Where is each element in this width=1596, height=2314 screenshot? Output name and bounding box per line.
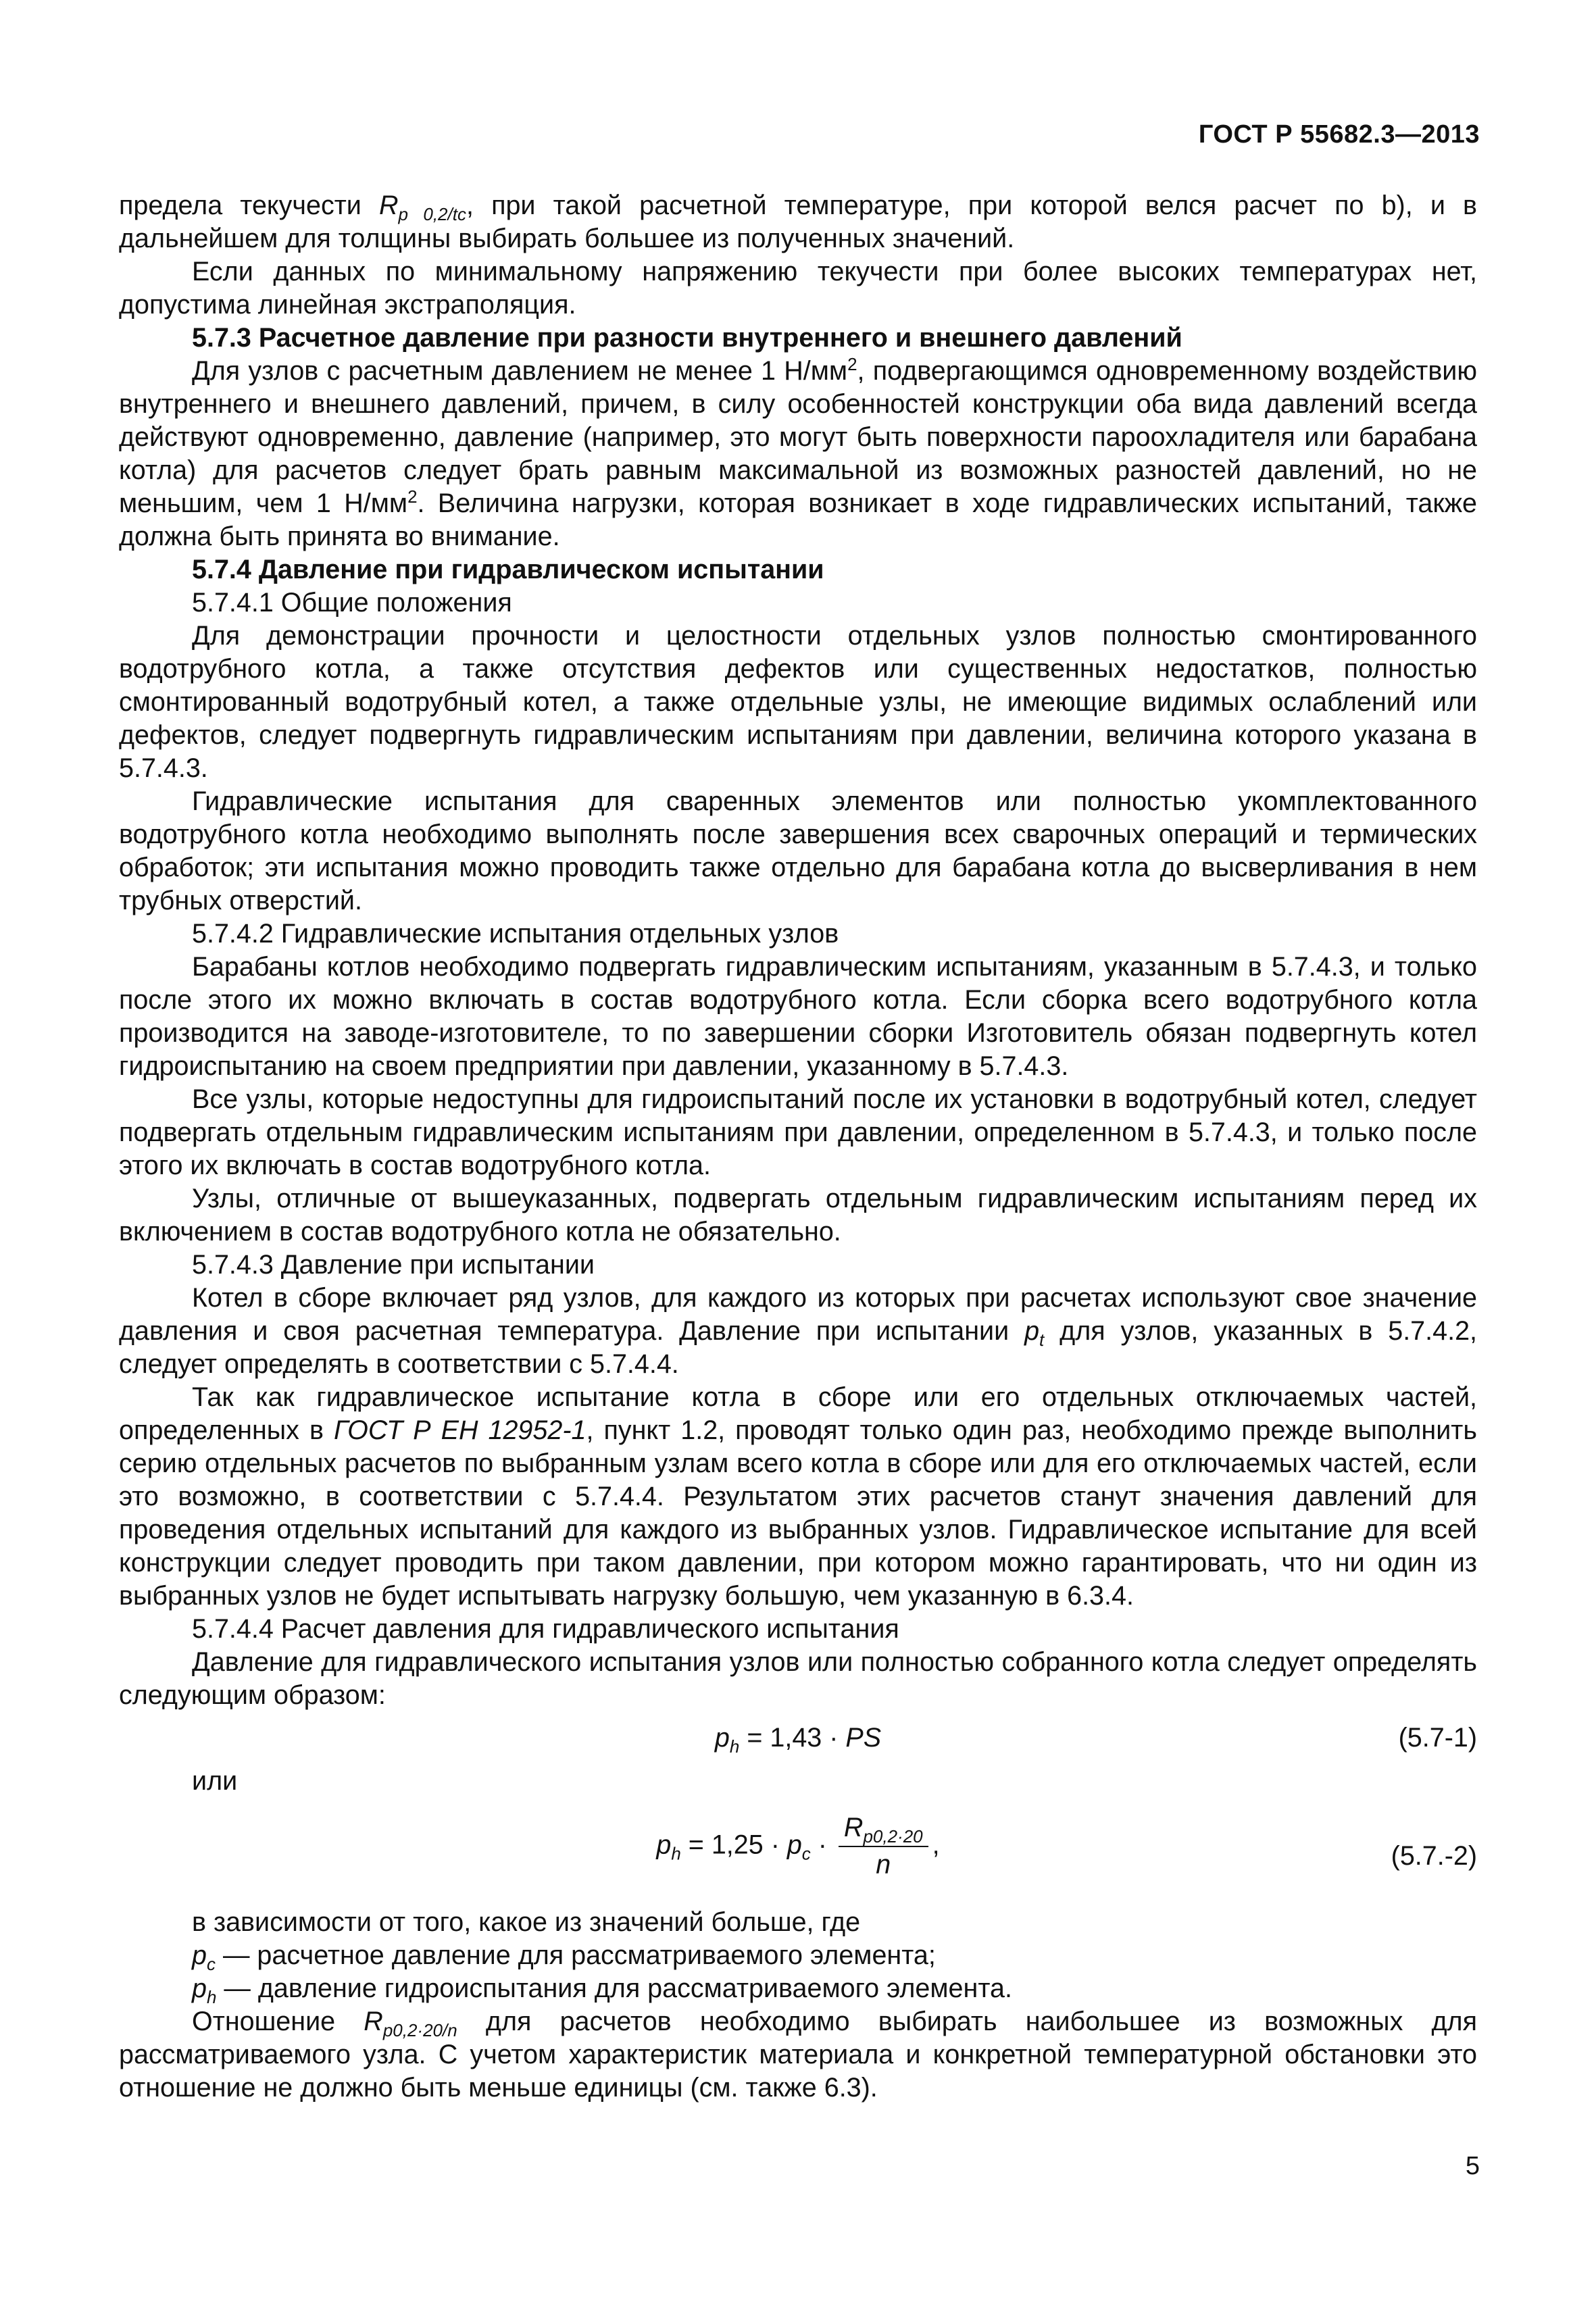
connector-text: или [192, 1766, 238, 1796]
equation-number: (5.7-1) [1398, 1723, 1477, 1753]
formula-expression: $p_h = 1,43$ · PS [714, 1723, 882, 1757]
section-heading-5-7-4: 5.7.4 Давление при гидравлическом испытании [192, 555, 824, 584]
paragraph: в зависимости от того, какое из значений больше, где [192, 1907, 861, 1937]
page-number: 5 [1465, 2152, 1480, 2180]
subsection-heading-5-7-4-3: 5.7.4.3 Давление при испытании [192, 1250, 595, 1280]
paragraph: Барабаны котлов необходимо подвергать гидравлическим испытаниям, указанным в 5.7.4.3, и только после этого их можно включать в состав водотрубного котла. Если сборка всего водотрубного котла производится на заводе-изготовителе, то по завершении сборки Изготовитель обязан подвергнуть котел гидроиспытанию на своем предприятии при давлении, указанному в 5.7.4.3. [119, 952, 1477, 1081]
fraction: $\frac{R_{p0,2\cdot 20}}{n}$ [839, 1811, 928, 1882]
paragraph: Давление для гидравлического испытания узлов или полностью собранного котла следует определять следующим образом: [119, 1647, 1477, 1710]
formula-5-7-1 [119, 1712, 1477, 1765]
document-code-header: ГОСТ Р 55682.3—2013 [1198, 120, 1480, 149]
subsection-heading-5-7-4-1: 5.7.4.1 Общие положения [192, 588, 512, 618]
paragraph: Для узлов с расчетным давлением не менее 1 $Н/мм^2$, подвергающимся одновременному воздействию внутреннего и внешнего давлений, причем, в силу особенностей конструкции оба вида давлений всегда действуют одновременно, давление (например, это могут быть поверхности пароохладителя или барабана котла) для расчетов следует брать равным максимальной из возможных разностей давлений, но не меньшим, чем 1 $Н/мм^2$. Величина нагрузки, которая возникает в ходе гидравлических испытаний, также должна быть принята во внимание. [119, 353, 1477, 551]
paragraph: Все узлы, которые недоступны для гидроиспытаний после их установки в водотрубный котел, следует подвергать отдельным гидравлическим испытаниям при давлении, определенном в 5.7.4.3, и только после этого их включать в состав водотрубного котла. [119, 1084, 1477, 1180]
section-heading-5-7-3: 5.7.3 Расчетное давление при разности внутреннего и внешнего давлений [192, 323, 1182, 353]
formula-expression: $p_h = 1,25 \cdot p_c$ · $\frac{R_{p0,2\cdot 20}}{n}$ , [119, 1811, 1477, 1882]
equation-number: (5.7.-2) [1391, 1841, 1477, 1871]
paragraph: Так как гидравлическое испытание котла в сборе или его отдельных отключаемых частей, определенных в ГОСТ Р ЕН 12952-1, пункт 1.2, проводят только один раз, необходимо прежде выполнить серию отдельных расчетов по выбранным узлам всего котла в сборе или для его отключаемых частей, если это возможно, в соответствии с 5.7.4.4. Результатом этих расчетов станут значения давлений для проведения отдельных испытаний для каждого из выбранных узлов. Гидравлическое испытание для всей конструкции следует проводить при таком давлении, при котором можно гарантировать, что ни один из выбранных узлов не будет испытывать нагрузку большую, чем указанную в 6.3.4. [119, 1382, 1477, 1611]
paragraph: Котел в сборе включает ряд узлов, для каждого из которых при расчетах используют свое значение давления и своя расчетная температура. Давление при испытании $p_t$ для узлов, указанных в 5.7.4.2, следует определять в соответствии с 5.7.4.4. [119, 1283, 1478, 1379]
paragraph: предела текучести $R_{p 0,2/tc}$, при такой расчетной температуре, при которой велся расчет по b), и в дальнейшем для толщины выбирать большее из полученных значений. [119, 191, 1478, 253]
subsection-heading-5-7-4-2: 5.7.4.2 Гидравлические испытания отдельных узлов [192, 919, 839, 949]
subsection-heading-5-7-4-4: 5.7.4.4 Расчет давления для гидравлического испытания [192, 1614, 899, 1644]
paragraph: Гидравлические испытания для сваренных элементов или полностью укомплектованного водотрубного котла необходимо выполнять после завершения всех сварочных операций и термических обработок; эти испытания можно проводить также отдельно для барабана котла до высверливания в нем трубных отверстий. [119, 786, 1477, 915]
paragraph: Для демонстрации прочности и целостности отдельных узлов полностью смонтированного водотрубного котла, а также отсутствия дефектов или существенных недостатков, полностью смонтированный водотрубный котел, а также отдельные узлы, не имеющие видимых ослаблений или дефектов, следует подвергнуть гидравлическим испытаниям при давлении, величина которого указана в 5.7.4.3. [119, 621, 1477, 783]
paragraph: Отношение $R_{p0,2\cdot 20/n}$ для расчетов необходимо выбирать наибольшее из возможных для рассматриваемого узла. С учетом характеристик материала и конкретной температурной обстановки это отношение не должно быть меньше единицы (см. также 6.3). [119, 2007, 1477, 2103]
formula-5-7-2 [119, 1798, 1477, 1906]
definition-pc: $p_c$ — расчетное давление для рассматриваемого элемента; [192, 1940, 936, 1974]
paragraph: Если данных по минимальному напряжению текучести при более высоких температурах нет, допустима линейная экстраполяция. [119, 257, 1477, 320]
document-body [119, 189, 1477, 2105]
standard-reference-link[interactable]: ГОСТ Р ЕН 12952-1 [333, 1415, 587, 1445]
paragraph: Узлы, отличные от вышеуказанных, подвергать отдельным гидравлическим испытаниям перед их включением в состав водотрубного котла не обязательно. [119, 1184, 1477, 1247]
definition-ph: $p_h$ — давление гидроиспытания для рассматриваемого элемента. [192, 1973, 1012, 2007]
